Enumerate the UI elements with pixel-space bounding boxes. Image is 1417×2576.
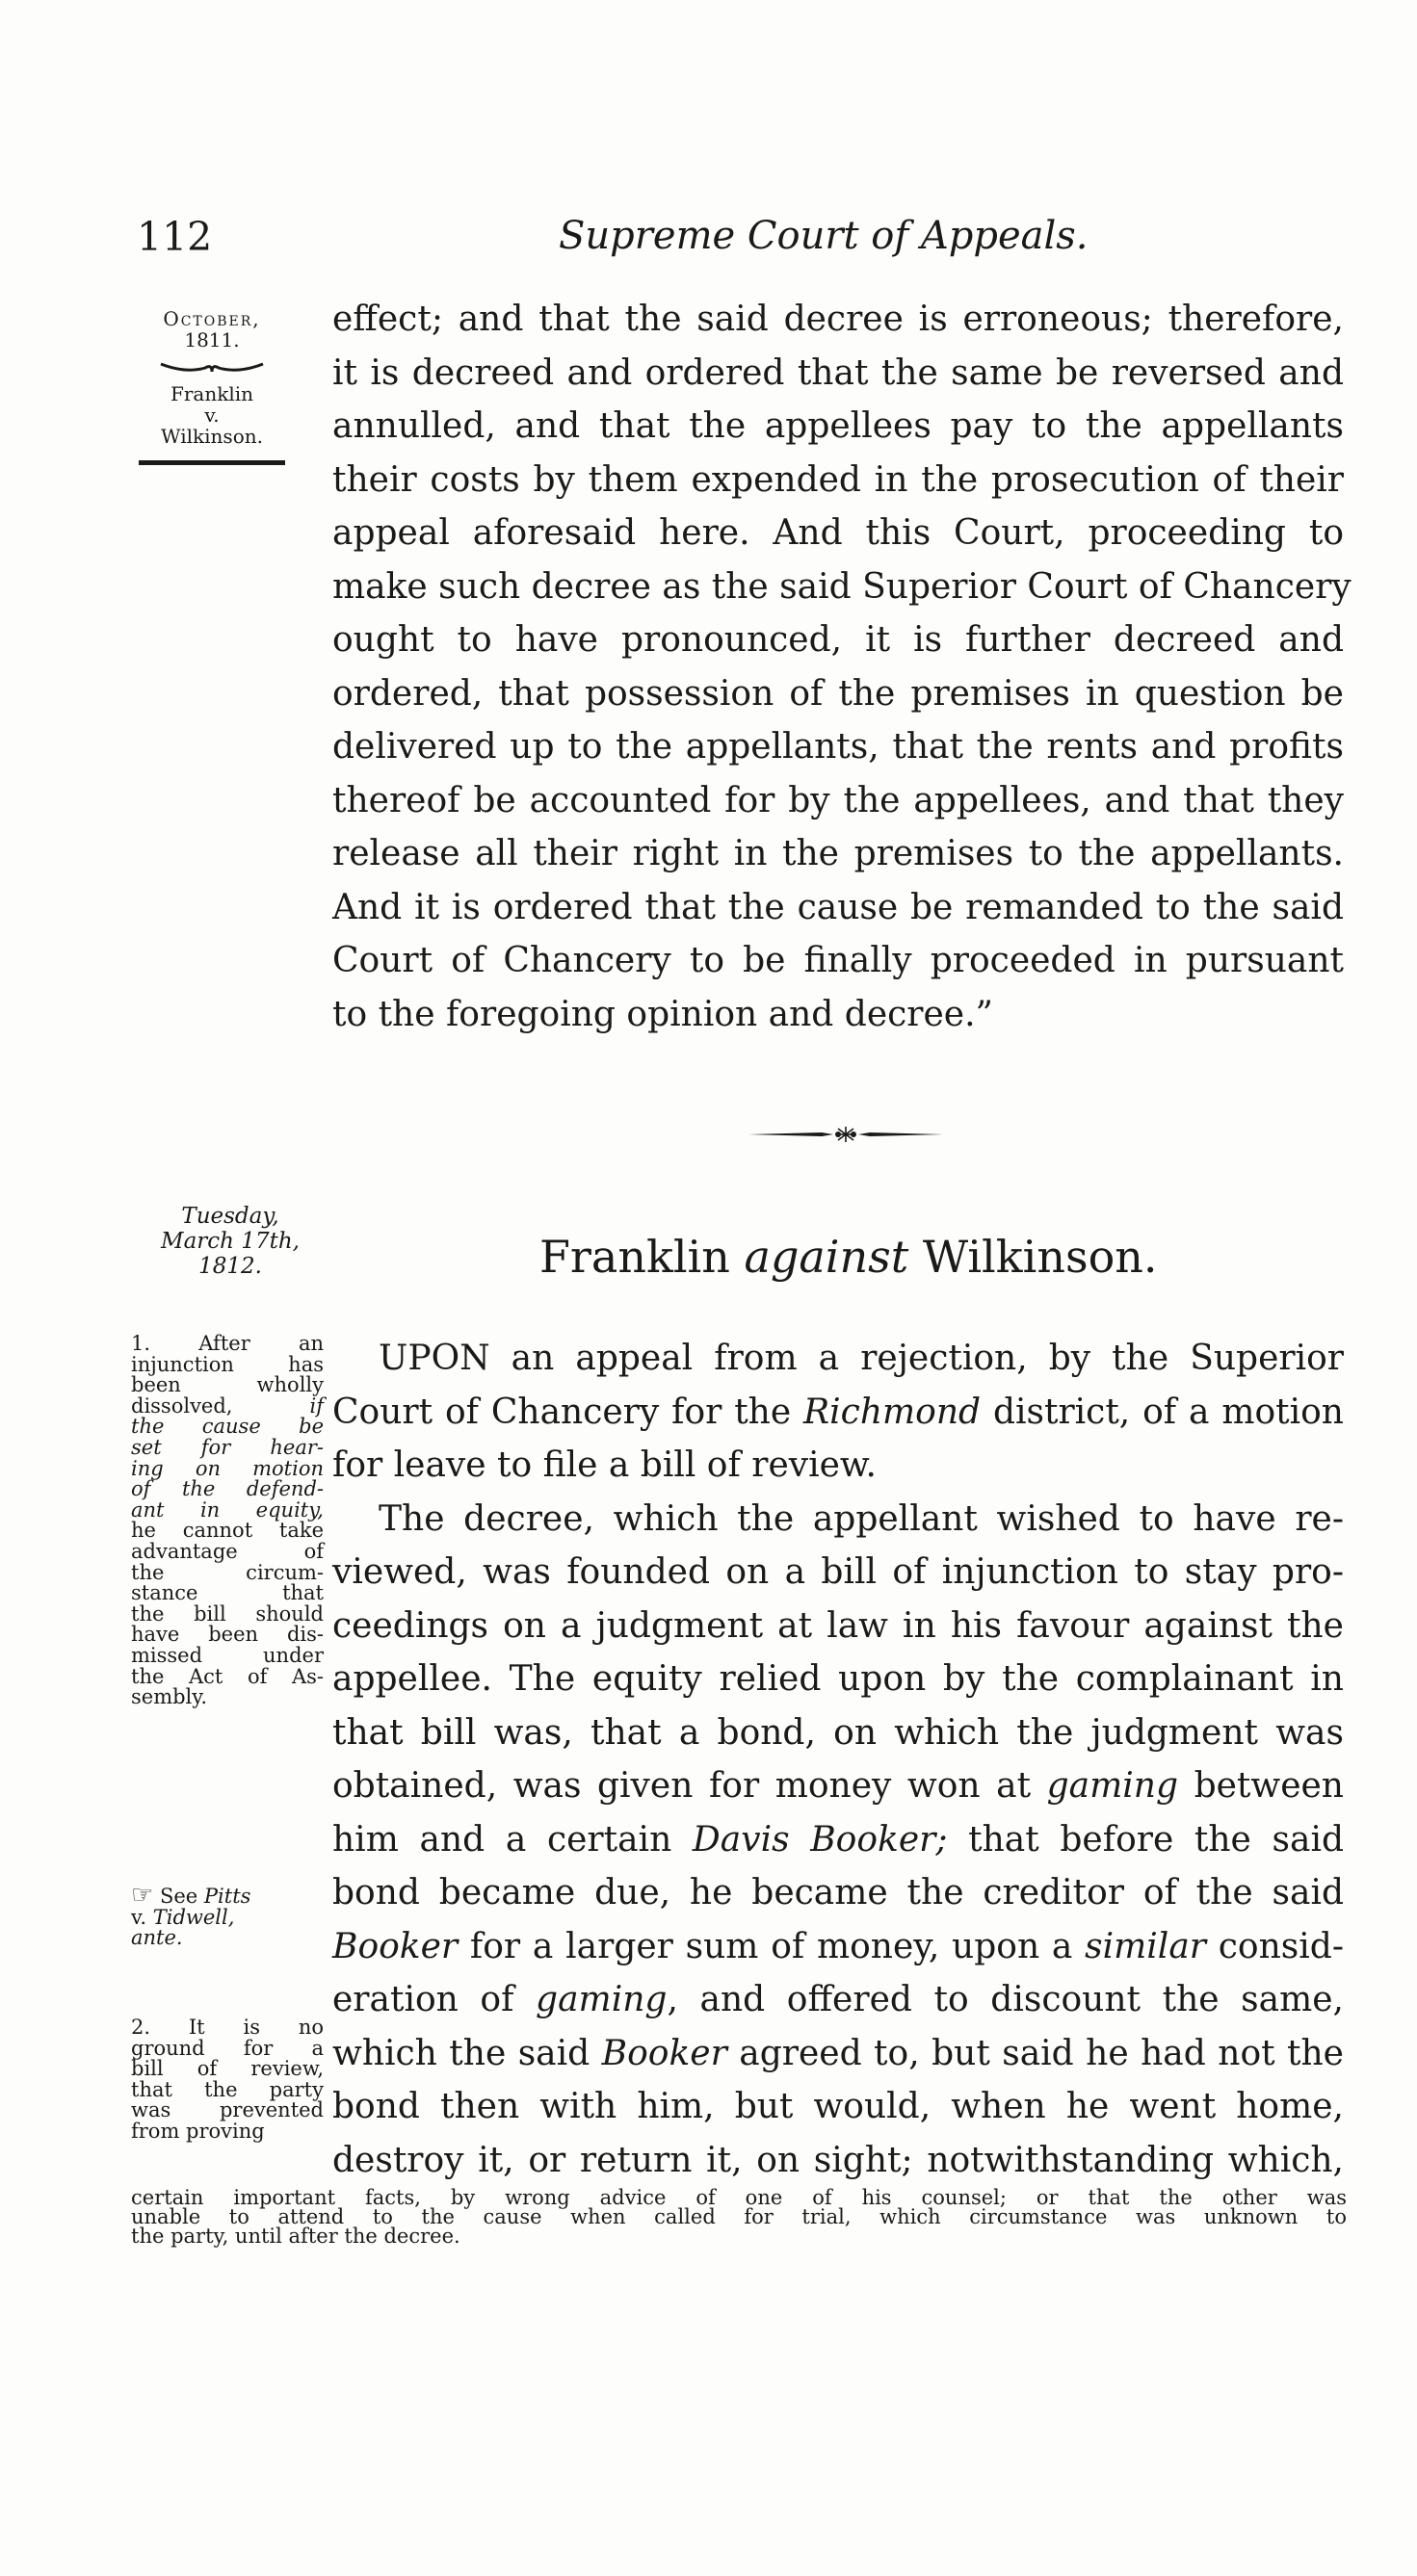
note-line: stance that	[131, 1581, 324, 1605]
text-line: annulled, and that the appellees pay to the appellants	[332, 406, 1344, 446]
date-date: March 17th,	[161, 1229, 300, 1254]
note-line: missed under	[131, 1643, 324, 1667]
text-line: thereof be accounted for by the appellees, and that they	[332, 780, 1344, 820]
note-line: set for hear-	[131, 1435, 324, 1459]
note-line: from proving	[131, 2119, 265, 2143]
text-line: ordered, that possession of the premises in question be	[332, 673, 1344, 714]
note-line: have been dis-	[131, 1623, 324, 1647]
margin-case-v: v.	[204, 403, 220, 427]
text-line: for leave to file a bill of review.	[332, 1445, 877, 1485]
text-line: destroy it, or return it, on sight; notwithstanding which,	[332, 2140, 1344, 2180]
text-line: Court of Chancery for the Richmond district, of a motion	[332, 1392, 1344, 1432]
note-line: the Act of As-	[131, 1664, 324, 1688]
note-line: certain important facts, by wrong advice of one of his counsel; or that the other was	[131, 2186, 1347, 2209]
text-line: which the said Booker agreed to, but said he had not the	[332, 2033, 1344, 2073]
case-against: against	[744, 1231, 909, 1283]
running-title: Supreme Court of Appeals.	[559, 214, 1089, 258]
margin-case-first: Franklin	[170, 382, 254, 405]
note-line: was prevented	[131, 2098, 324, 2122]
text-line: release all their right in the premises to the appellants.	[332, 834, 1344, 873]
text-line: it is decreed and ordered that the same be reversed and	[332, 352, 1344, 393]
text-line: bond became due, he became the creditor of the said	[332, 1873, 1344, 1912]
text-line: The decree, which the appellant wished to have re-	[379, 1498, 1344, 1539]
note-line: 1. After an	[131, 1332, 324, 1355]
note-line: advantage of	[131, 1539, 324, 1563]
note-line: ☞ See Pitts	[131, 1881, 251, 1910]
note-line: the circum-	[131, 1560, 324, 1584]
note-line: bill of review,	[131, 2057, 324, 2081]
note-line: ant in equity,	[131, 1497, 324, 1522]
text-line: make such decree as the said Superior Court of Chancery	[332, 566, 1351, 607]
note-line: dissolved, if	[131, 1393, 324, 1418]
pointing-hand-icon: ☞	[131, 1881, 154, 1910]
page-number: 112	[137, 214, 213, 260]
case-appellant: Franklin	[539, 1231, 730, 1283]
text-line: Booker for a larger sum of money, upon a similar consid-	[332, 1926, 1344, 1966]
margin-term: October,	[163, 307, 261, 330]
brace-ornament-icon	[159, 360, 265, 376]
headnote-2	[131, 2017, 324, 2143]
ornament-divider-icon	[745, 1125, 947, 1144]
case-title	[539, 1231, 1158, 1283]
note-line: the party, until after the decree.	[131, 2225, 460, 2248]
note-line: the cause be	[131, 1415, 324, 1439]
text-line: appellee. The equity relied upon by the complainant in	[332, 1659, 1344, 1699]
text-line: And it is ordered that the cause be remanded to the said	[332, 887, 1344, 927]
note-line: unable to attend to the cause when called for trial, which circumstance was unknown to	[131, 2205, 1347, 2228]
text-line: obtained, was given for money won at gaming between	[332, 1766, 1344, 1806]
case-appellee: Wilkinson.	[922, 1231, 1158, 1283]
note-line: been wholly	[131, 1373, 324, 1397]
date-day: Tuesday,	[181, 1204, 279, 1229]
date-block	[144, 1204, 316, 1279]
note-line: ground for a	[131, 2036, 324, 2060]
headnote-1	[131, 1334, 324, 1708]
headnote-2-continuation	[131, 2188, 1347, 2246]
text-line: eration of gaming, and offered to discount the same,	[332, 1980, 1344, 2019]
note-line: sembly.	[131, 1685, 208, 1709]
text-line: to the foregoing opinion and decree.”	[332, 994, 993, 1034]
text-line: ought to have pronounced, it is further decreed and	[332, 620, 1344, 660]
note-line: that the party	[131, 2077, 324, 2101]
decree-paragraph	[332, 293, 1351, 1041]
note-line: ante.	[131, 1926, 183, 1950]
text-line: appeal aforesaid here. And this Court, proceeding to	[332, 513, 1344, 553]
date-year: 1812.	[198, 1254, 262, 1279]
note-line: ing on motion	[131, 1456, 324, 1480]
margin-case-second: Wilkinson.	[161, 425, 263, 448]
margin-rule	[139, 460, 285, 465]
text-line: ceedings on a judgment at law in his favour against the	[332, 1605, 1344, 1646]
note-line: v. Tidwell,	[131, 1905, 235, 1929]
text-line: him and a certain Davis Booker; that before the said	[332, 1819, 1345, 1860]
note-line: 2. It is no	[131, 2016, 324, 2039]
text-line: bond then with him, but would, when he went home,	[332, 2087, 1344, 2126]
note-line: injunction has	[131, 1352, 324, 1376]
text-line: UPON an appeal from a rejection, by the Superior	[379, 1339, 1344, 1378]
text-line: their costs by them expended in the prosecution of their	[332, 459, 1344, 500]
text-line: viewed, was founded on a bill of injunction to stay pro-	[332, 1552, 1344, 1592]
case-statement	[332, 1332, 1344, 2187]
margin-year: 1811.	[184, 328, 240, 351]
note-line: the bill should	[131, 1601, 324, 1626]
text-line: Court of Chancery to be finally proceeded in pursuant	[332, 941, 1344, 980]
margin-case-reference	[116, 308, 308, 465]
text-line: that bill was, that a bond, on which the judgment was	[332, 1712, 1344, 1753]
note-line: of the defend-	[131, 1477, 324, 1501]
note-line: he cannot take	[131, 1519, 324, 1543]
cross-reference-note	[131, 1881, 320, 1950]
text-line: effect; and that the said decree is erroneous; therefore,	[332, 299, 1344, 339]
text-line: delivered up to the appellants, that the rents and profits	[332, 727, 1344, 767]
